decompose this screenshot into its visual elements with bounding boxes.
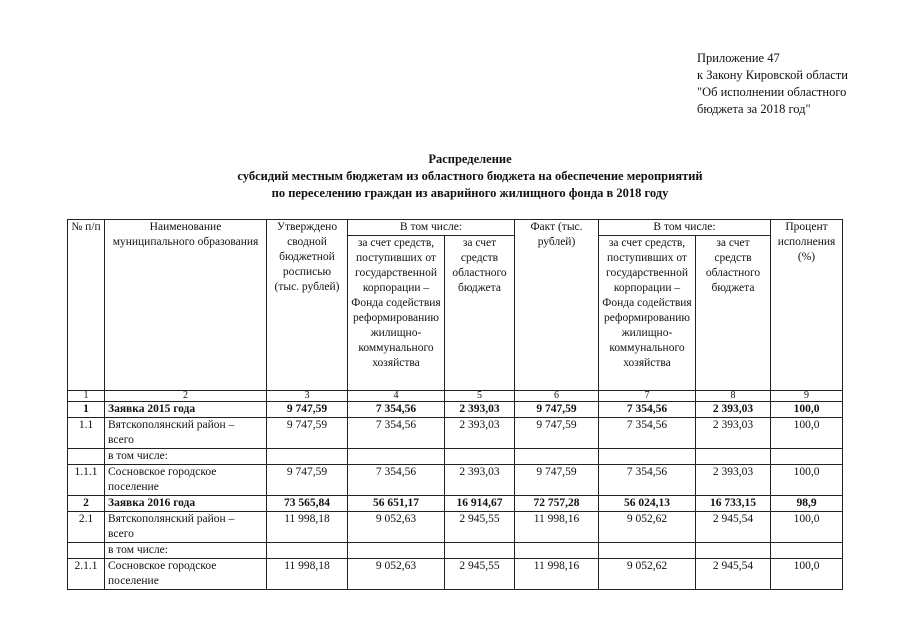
table-row <box>68 559 843 590</box>
row-regional-2: 16 733,15 <box>696 496 771 512</box>
row-approved: 11 998,18 <box>267 512 348 543</box>
header-approved: Утверждено сводной бюджетной росписью (тыс. рублей) <box>267 220 348 391</box>
row-name: Заявка 2016 года <box>105 496 267 512</box>
column-number: 4 <box>348 391 445 402</box>
document-title <box>180 151 760 202</box>
row-empty <box>599 543 696 559</box>
row-empty <box>696 449 771 465</box>
row-approved: 11 998,18 <box>267 559 348 590</box>
table-row <box>68 496 843 512</box>
header-regional-1: за счет средств областного бюджета <box>445 236 515 391</box>
appendix-line: "Об исполнении областного <box>697 85 847 99</box>
row-empty <box>348 449 445 465</box>
row-num: 1 <box>68 402 105 418</box>
row-empty <box>771 543 843 559</box>
row-fund-1: 9 052,63 <box>348 512 445 543</box>
row-regional-1: 16 914,67 <box>445 496 515 512</box>
header-name: Наименование муниципального образования <box>105 220 267 391</box>
row-fund-2: 9 052,62 <box>599 512 696 543</box>
header-fact: Факт (тыс. рублей) <box>515 220 599 391</box>
header-incl-1: В том числе: <box>348 220 515 236</box>
row-num <box>68 449 105 465</box>
row-num: 2.1.1 <box>68 559 105 590</box>
row-regional-1: 2 393,03 <box>445 418 515 449</box>
row-name: Вятскополянский район – всего <box>105 418 267 449</box>
row-fact: 11 998,16 <box>515 559 599 590</box>
row-regional-1: 2 945,55 <box>445 559 515 590</box>
row-name: в том числе: <box>105 543 267 559</box>
row-regional-2: 2 393,03 <box>696 402 771 418</box>
row-fund-2: 7 354,56 <box>599 402 696 418</box>
header-incl-2: В том числе: <box>599 220 771 236</box>
row-num: 1.1.1 <box>68 465 105 496</box>
row-empty <box>267 543 348 559</box>
row-name: Сосновское городское поселение <box>105 559 267 590</box>
column-number: 2 <box>105 391 267 402</box>
row-regional-1: 2 393,03 <box>445 402 515 418</box>
row-percent: 100,0 <box>771 559 843 590</box>
row-approved: 73 565,84 <box>267 496 348 512</box>
column-number: 8 <box>696 391 771 402</box>
row-empty <box>267 449 348 465</box>
row-regional-2: 2 393,03 <box>696 465 771 496</box>
row-percent: 98,9 <box>771 496 843 512</box>
appendix-line: к Закону Кировской области <box>697 68 848 82</box>
row-fund-2: 7 354,56 <box>599 465 696 496</box>
row-num: 2 <box>68 496 105 512</box>
row-fact: 11 998,16 <box>515 512 599 543</box>
column-numbers-row <box>68 391 843 402</box>
row-fund-1: 7 354,56 <box>348 418 445 449</box>
row-num <box>68 543 105 559</box>
header-num: № п/п <box>68 220 105 391</box>
table-row <box>68 418 843 449</box>
table-row <box>68 402 843 418</box>
row-fact: 9 747,59 <box>515 402 599 418</box>
row-empty <box>348 543 445 559</box>
appendix-line: Приложение 47 <box>697 51 780 65</box>
table-row <box>68 512 843 543</box>
column-number: 9 <box>771 391 843 402</box>
row-fund-1: 7 354,56 <box>348 402 445 418</box>
appendix-note <box>697 50 897 118</box>
column-number: 1 <box>68 391 105 402</box>
row-fund-1: 56 651,17 <box>348 496 445 512</box>
row-name: Вятскополянский район – всего <box>105 512 267 543</box>
row-regional-2: 2 945,54 <box>696 559 771 590</box>
row-empty <box>445 543 515 559</box>
row-fact: 9 747,59 <box>515 418 599 449</box>
table-row <box>68 449 843 465</box>
row-fund-2: 9 052,62 <box>599 559 696 590</box>
row-percent: 100,0 <box>771 512 843 543</box>
column-number: 6 <box>515 391 599 402</box>
row-fund-1: 9 052,63 <box>348 559 445 590</box>
column-number: 3 <box>267 391 348 402</box>
subsidy-table <box>67 219 843 590</box>
row-regional-2: 2 393,03 <box>696 418 771 449</box>
row-name: Заявка 2015 года <box>105 402 267 418</box>
row-empty <box>771 449 843 465</box>
row-percent: 100,0 <box>771 465 843 496</box>
row-name: в том числе: <box>105 449 267 465</box>
row-empty <box>599 449 696 465</box>
row-regional-1: 2 945,55 <box>445 512 515 543</box>
row-empty <box>696 543 771 559</box>
row-empty <box>515 543 599 559</box>
row-percent: 100,0 <box>771 418 843 449</box>
row-fund-1: 7 354,56 <box>348 465 445 496</box>
header-fund-1: за счет средств, поступивших от государственной корпорации – Фонда содействия реформированию жилищно-коммунального хозяйства <box>348 236 445 391</box>
table-row <box>68 543 843 559</box>
row-fact: 72 757,28 <box>515 496 599 512</box>
title-line: по переселению граждан из аварийного жилищного фонда в 2018 году <box>271 186 669 200</box>
title-line: субсидий местным бюджетам из областного бюджета на обеспечение мероприятий <box>237 169 703 183</box>
column-number: 5 <box>445 391 515 402</box>
row-empty <box>515 449 599 465</box>
header-percent: Процент исполнения (%) <box>771 220 843 391</box>
row-regional-2: 2 945,54 <box>696 512 771 543</box>
row-percent: 100,0 <box>771 402 843 418</box>
row-approved: 9 747,59 <box>267 465 348 496</box>
row-num: 2.1 <box>68 512 105 543</box>
table-row <box>68 465 843 496</box>
header-fund-2: за счет средств, поступивших от государственной корпорации – Фонда содействия реформированию жилищно-коммунального хозяйства <box>599 236 696 391</box>
appendix-line: бюджета за 2018 год" <box>697 102 811 116</box>
header-row <box>68 220 843 236</box>
row-num: 1.1 <box>68 418 105 449</box>
row-approved: 9 747,59 <box>267 402 348 418</box>
row-empty <box>445 449 515 465</box>
row-fund-2: 56 024,13 <box>599 496 696 512</box>
row-regional-1: 2 393,03 <box>445 465 515 496</box>
column-number: 7 <box>599 391 696 402</box>
header-regional-2: за счет средств областного бюджета <box>696 236 771 391</box>
row-name: Сосновское городское поселение <box>105 465 267 496</box>
row-approved: 9 747,59 <box>267 418 348 449</box>
row-fact: 9 747,59 <box>515 465 599 496</box>
title-line: Распределение <box>428 152 512 166</box>
row-fund-2: 7 354,56 <box>599 418 696 449</box>
